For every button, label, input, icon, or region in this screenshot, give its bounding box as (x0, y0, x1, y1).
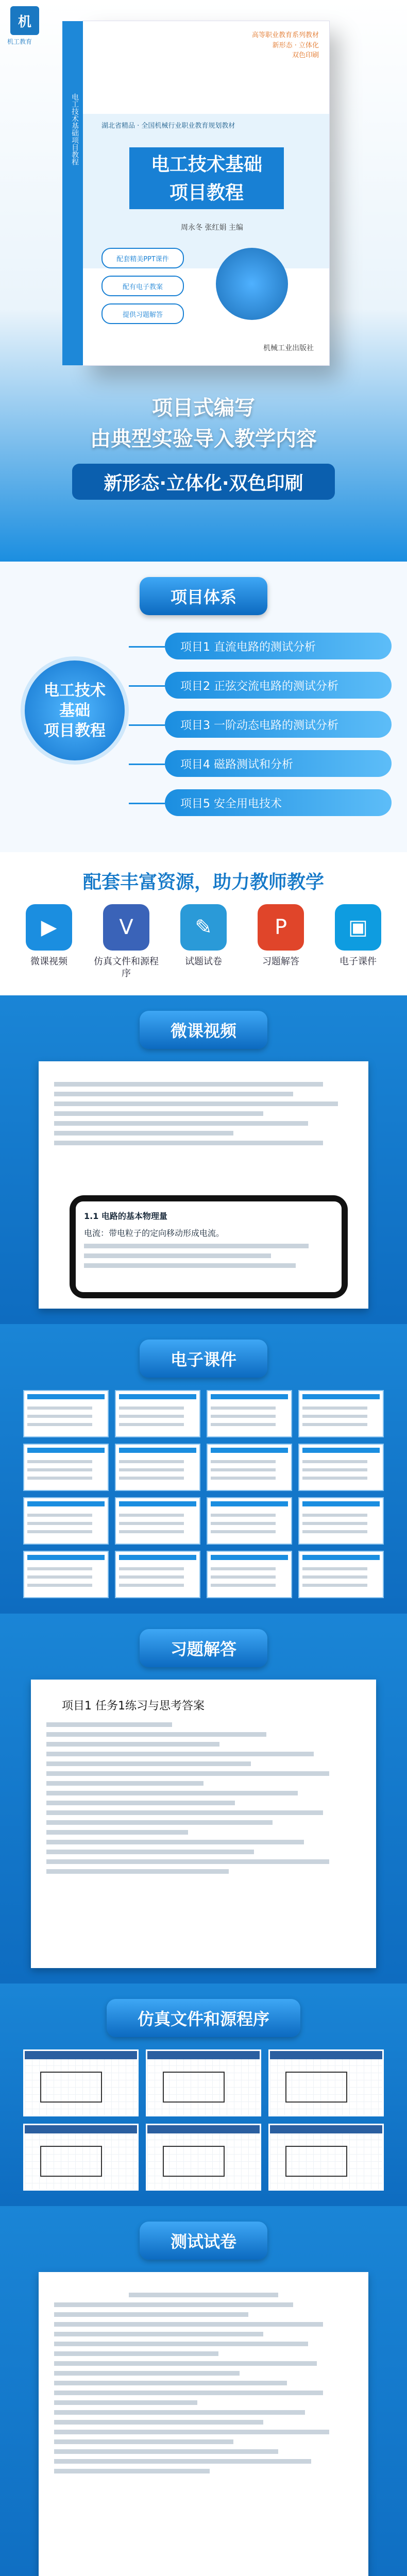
phone-title: 1.1 电路的基本物理量 (84, 1211, 167, 1221)
simulation-thumbnail[interactable] (146, 2124, 261, 2191)
hero-section (0, 0, 407, 562)
project-item: 项目4 磁路测试和分析 (165, 750, 392, 777)
connector-line (129, 764, 165, 765)
section-title: 测试试卷 (140, 2222, 267, 2260)
cover-publisher: 机械工业出版社 (263, 344, 314, 352)
slide-thumbnail[interactable] (298, 1444, 384, 1491)
resource-answers: P 习题解答 (247, 904, 314, 980)
connector-line (129, 646, 165, 648)
slogan-3: 新形态·立体化·双色印刷 (72, 464, 335, 500)
slide-thumbnail[interactable] (115, 1551, 200, 1598)
project-diagram (0, 615, 407, 832)
slide-thumbnail[interactable] (115, 1497, 200, 1545)
project-item: 项目3 一阶动态电路的测试分析 (165, 711, 392, 738)
slide-thumbnail[interactable] (23, 1551, 109, 1598)
section-title: 电子课件 (140, 1340, 267, 1378)
slogan-2: 由典型实验导入教学内容 (90, 427, 317, 451)
micro-video-section (0, 995, 407, 1324)
resource-courseware: ▣ 电子课件 (325, 904, 392, 980)
resource-list (0, 904, 407, 980)
section-title: 微课视频 (140, 1011, 267, 1049)
slide-thumbnail[interactable] (207, 1497, 292, 1545)
resources-section (0, 852, 407, 995)
cover-chip: 配套精美PPT课件 (101, 248, 184, 268)
project-system-section (0, 562, 407, 852)
phone-screen (76, 1201, 342, 1292)
slide-thumbnail[interactable] (298, 1497, 384, 1545)
simulation-thumbnail[interactable] (268, 2049, 384, 2116)
slide-thumbnail[interactable] (115, 1444, 200, 1491)
section-title: 仿真文件和源程序 (107, 1999, 300, 2037)
phone-text: 电流：带电粒子的定向移动形成电流。 (84, 1228, 225, 1238)
section-title: 习题解答 (140, 1629, 267, 1667)
book-plan: 湖北省精品 · 全国机械行业职业教育规划教材 (101, 122, 235, 130)
simulation-thumbnail[interactable] (146, 2049, 261, 2116)
answer-sheet (31, 1680, 376, 1968)
slide-thumbnail[interactable] (298, 1390, 384, 1437)
powerpoint-icon: P (258, 904, 304, 951)
book-title: 电工技术基础 项目教程 (129, 147, 284, 209)
phone-mockup (70, 1195, 348, 1298)
slide-thumbnail[interactable] (115, 1390, 200, 1437)
book-spine (62, 21, 83, 365)
publisher-logo-text: 机工教育 (7, 38, 32, 45)
visio-icon: V (103, 904, 149, 951)
section-title: 项目体系 (140, 577, 267, 615)
cover-art (216, 248, 288, 320)
answer-heading: 项目1 任务1练习与思考答案 (62, 1699, 205, 1713)
simulation-thumbnails (23, 2049, 384, 2191)
book-cover (71, 21, 330, 366)
resource-test: ✎ 试题试卷 (170, 904, 237, 980)
project-item: 项目1 直流电路的测试分析 (165, 633, 392, 659)
connector-line (129, 685, 165, 687)
simulation-thumbnail[interactable] (23, 2124, 139, 2191)
test-paper (39, 2272, 368, 2576)
slides-icon: ▣ (335, 904, 381, 951)
resource-video: ▶ 微课视频 (15, 904, 82, 980)
project-center: 电工技术 基础 项目教程 (21, 656, 129, 765)
project-item: 项目5 安全用电技术 (165, 789, 392, 816)
slogan-1: 项目式编写 (152, 396, 255, 420)
courseware-section (0, 1324, 407, 1614)
slide-thumbnail[interactable] (207, 1390, 292, 1437)
video-page-preview (39, 1061, 368, 1309)
cover-chip: 配有电子教案 (101, 276, 184, 296)
simulation-thumbnail[interactable] (268, 2124, 384, 2191)
simulation-thumbnail[interactable] (23, 2049, 139, 2116)
test-section (0, 2206, 407, 2576)
play-icon: ▶ (26, 904, 72, 951)
book-spine-title: 电工技术基础项目教程 (71, 93, 79, 165)
book-series: 高等职业教育系列教材 新形态 · 立体化 双色印刷 (251, 31, 319, 59)
publisher-logo-icon: 机 (10, 6, 39, 35)
connector-line (129, 724, 165, 726)
courseware-thumbnails (23, 1390, 384, 1598)
slide-thumbnail[interactable] (207, 1551, 292, 1598)
simulation-section (0, 1984, 407, 2206)
cover-chip: 提供习题解答 (101, 303, 184, 324)
slide-thumbnail[interactable] (23, 1444, 109, 1491)
resource-simulation: V 仿真文件和源程序 (93, 904, 160, 980)
pencil-icon: ✎ (180, 904, 227, 951)
book-authors: 周永冬 张红娟 主编 (181, 224, 243, 232)
slide-thumbnail[interactable] (298, 1551, 384, 1598)
connector-line (129, 803, 165, 804)
slide-thumbnail[interactable] (23, 1390, 109, 1437)
project-item: 项目2 正弦交流电路的测试分析 (165, 672, 392, 699)
resources-title: 配套丰富资源，助力教师教学 (82, 872, 324, 893)
slide-thumbnail[interactable] (23, 1497, 109, 1545)
answers-section (0, 1614, 407, 1984)
slide-thumbnail[interactable] (207, 1444, 292, 1491)
